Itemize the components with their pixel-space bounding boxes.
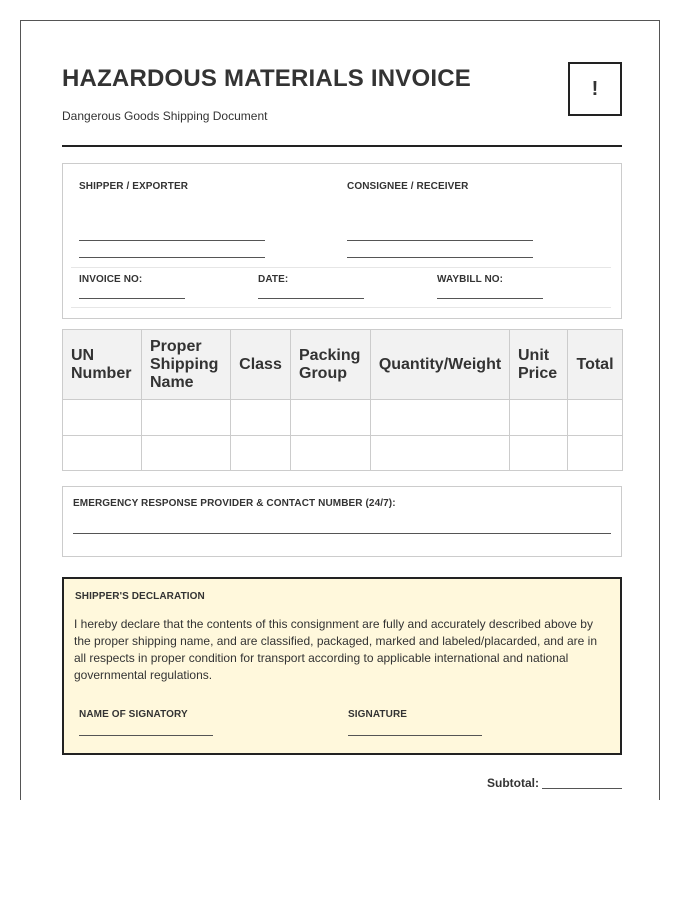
table-cell[interactable] <box>291 400 371 436</box>
invoice-no-field[interactable] <box>79 298 185 299</box>
date-label: DATE: <box>258 274 289 285</box>
header-divider <box>62 145 622 147</box>
declaration-heading: SHIPPER'S DECLARATION <box>75 591 205 602</box>
column-header-un-number: UN Number <box>63 330 142 400</box>
table-row <box>63 400 623 436</box>
invoice-no-label: INVOICE NO: <box>79 274 143 285</box>
table-cell[interactable] <box>231 435 291 471</box>
table-cell[interactable] <box>63 435 142 471</box>
consignee-label: CONSIGNEE / RECEIVER <box>347 181 469 192</box>
page-subtitle: Dangerous Goods Shipping Document <box>62 109 268 123</box>
parties-separator <box>71 267 611 268</box>
waybill-no-field[interactable] <box>437 298 543 299</box>
date-field[interactable] <box>258 298 364 299</box>
consignee-line-1[interactable] <box>347 240 533 241</box>
subtotal-label: Subtotal: <box>487 776 539 790</box>
hazard-symbol: ! <box>591 77 599 100</box>
table-cell[interactable] <box>231 400 291 436</box>
column-header-proper-shipping-name: Proper Shipping Name <box>142 330 231 400</box>
page-title: HAZARDOUS MATERIALS INVOICE <box>62 65 471 92</box>
signature-label: SIGNATURE <box>348 709 408 720</box>
table-cell[interactable] <box>291 435 371 471</box>
signatory-name-field[interactable] <box>79 735 213 736</box>
signatory-name-label: NAME OF SIGNATORY <box>79 709 188 720</box>
column-header-packing-group: Packing Group <box>291 330 371 400</box>
column-header-total: Total <box>568 330 623 400</box>
shipper-line-2[interactable] <box>79 257 265 258</box>
shippers-declaration <box>62 577 622 755</box>
table-cell[interactable] <box>142 435 231 471</box>
parties-section <box>62 163 622 319</box>
table-cell[interactable] <box>371 435 510 471</box>
declaration-text: I hereby declare that the contents of this consignment are fully and accurately described above by the proper shipping name, and are classified, packaged, marked and labeled/placarded, and are in all respects in proper condition for transport according to applicable international and national governmental regulations. <box>74 617 598 682</box>
table-cell[interactable] <box>568 435 623 471</box>
subtotal <box>487 776 539 790</box>
waybill-no-label: WAYBILL NO: <box>437 274 504 285</box>
shipper-line-1[interactable] <box>79 240 265 241</box>
table-cell[interactable] <box>63 400 142 436</box>
column-header-quantity-weight: Quantity/Weight <box>371 330 510 400</box>
emergency-contact-section <box>62 486 622 557</box>
table-row <box>63 435 623 471</box>
table-cell[interactable] <box>510 400 568 436</box>
column-header-unit-price: Unit Price <box>510 330 568 400</box>
consignee-line-2[interactable] <box>347 257 533 258</box>
table-cell[interactable] <box>142 400 231 436</box>
emergency-contact-field[interactable] <box>73 533 611 534</box>
subtotal-field[interactable] <box>542 788 622 789</box>
emergency-contact-label: EMERGENCY RESPONSE PROVIDER & CONTACT NUMBER (24/7): <box>73 498 396 509</box>
column-header-class: Class <box>231 330 291 400</box>
hazmat-items-table <box>62 329 623 471</box>
signature-field[interactable] <box>348 735 482 736</box>
hazard-warning-icon <box>568 62 622 116</box>
shipper-label: SHIPPER / EXPORTER <box>79 181 189 192</box>
table-cell[interactable] <box>371 400 510 436</box>
table-cell[interactable] <box>510 435 568 471</box>
invoice-page <box>20 20 660 800</box>
table-cell[interactable] <box>568 400 623 436</box>
parties-bottom-separator <box>71 307 611 308</box>
table-header-row <box>63 330 623 400</box>
